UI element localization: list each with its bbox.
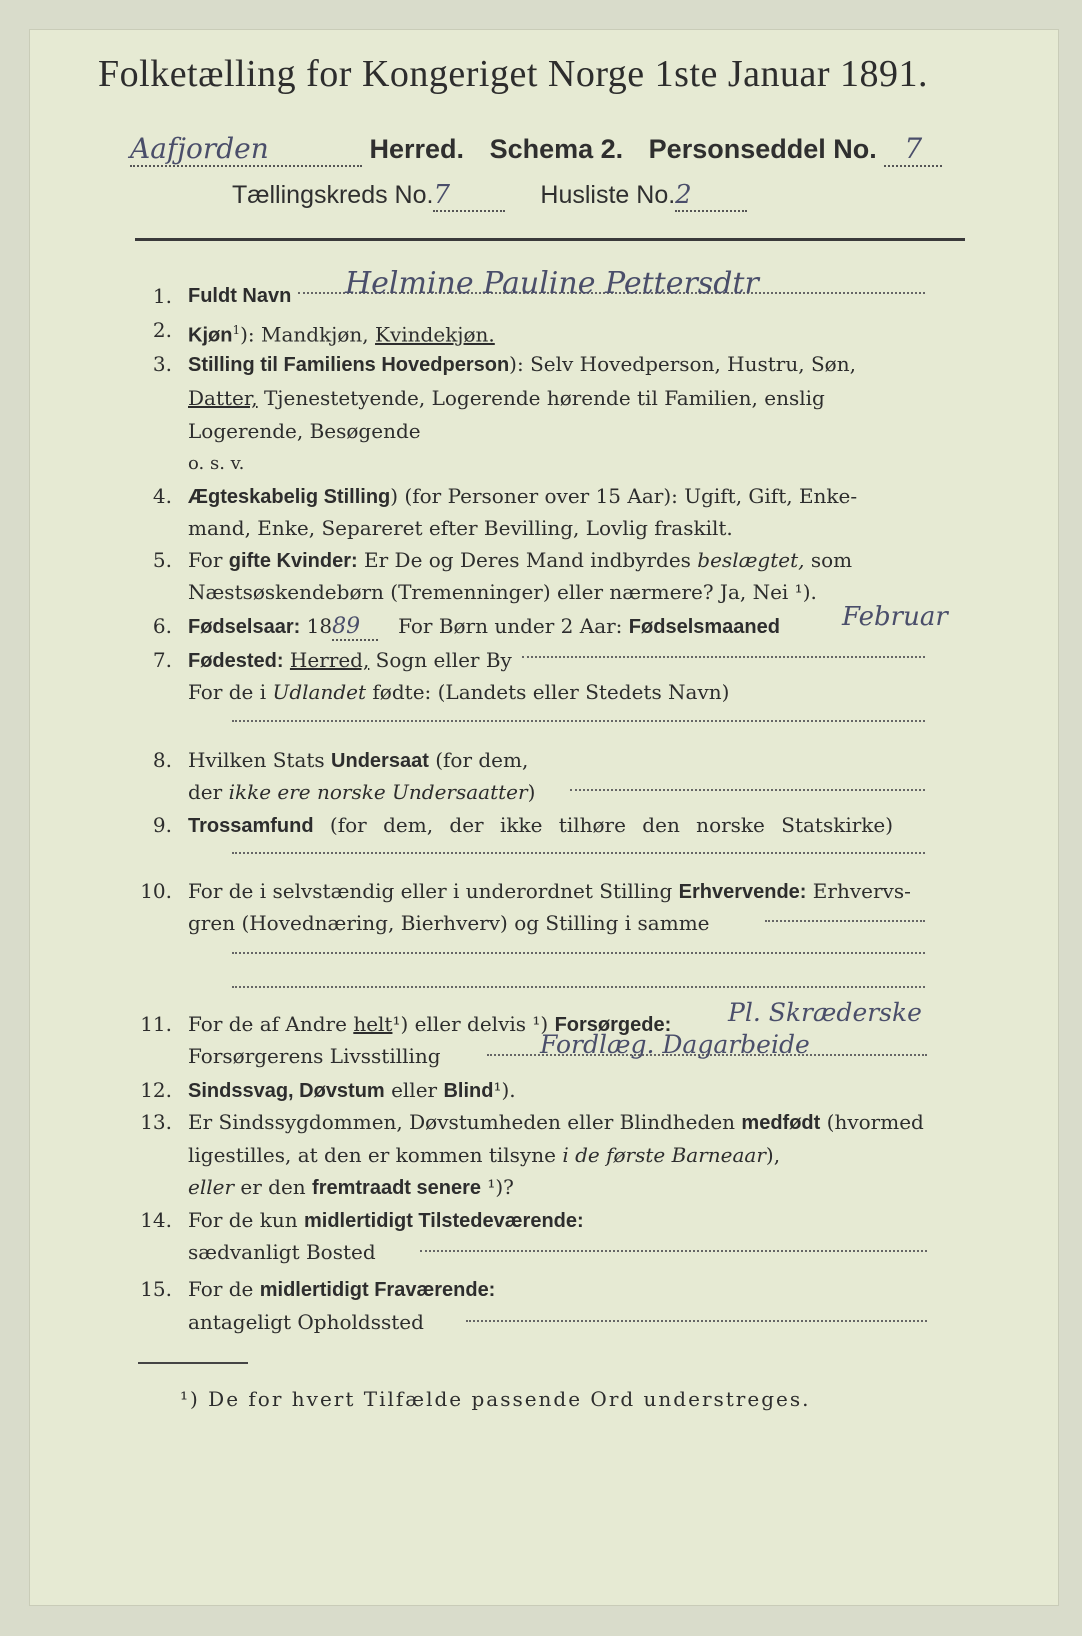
field-text: For Børn under 2 Aar:	[398, 614, 623, 638]
supported-value: Pl. Skræderske	[728, 998, 922, 1027]
field-text: som	[804, 548, 853, 572]
field-text: mand, Enke, Separeret efter Bevilling, Lovlig fraskilt.	[188, 516, 733, 540]
field-label: gifte Kvinder:	[228, 550, 358, 572]
field-number: 10.	[140, 879, 172, 903]
field-text: ikke ere norske Undersaatter	[228, 780, 528, 804]
footnote-divider	[138, 1362, 248, 1364]
field-text: Hvilken Stats	[188, 748, 332, 772]
herred-label: Herred.	[369, 134, 465, 164]
field-number: 6.	[152, 614, 172, 638]
field-number: 12.	[140, 1078, 172, 1102]
field-text: (for dem, der ikke tilhøre den norske Statskirke)	[313, 813, 894, 837]
field-label: Fødested:	[188, 650, 284, 672]
husliste-no-value: 2	[675, 180, 747, 212]
field-label: Undersaat	[331, 750, 429, 772]
field-text: Næstsøskendebørn (Tremenninger) eller nærmere? Ja, Nei ¹).	[188, 580, 817, 604]
occupation-fill-line-3	[232, 986, 925, 988]
field-text: ): Mandkjøn,	[240, 322, 376, 347]
field-text: ) (for Personer over 15 Aar): Ugift, Gift, Enke-	[390, 484, 858, 508]
field-number: 7.	[152, 648, 172, 672]
field-text: For de i selvstændig eller i underordnet Stilling	[188, 879, 679, 903]
birth-year-value: 89	[332, 615, 378, 641]
field-label: midlertidigt Fraværende:	[259, 1279, 496, 1301]
field-number: 14.	[140, 1208, 172, 1232]
field-label: Fuldt Navn	[188, 285, 292, 307]
religion-fill-line	[232, 852, 925, 854]
field-text: ¹).	[493, 1078, 516, 1102]
field-number: 8.	[152, 748, 172, 772]
field-text: For de af Andre	[188, 1012, 354, 1036]
birthplace-selected: Herred,	[289, 648, 370, 672]
field-label: Fødselsaar:	[188, 616, 301, 638]
field-label: midlertidigt Tilstedeværende:	[303, 1210, 584, 1232]
field-label: fremtraadt senere	[312, 1177, 481, 1199]
field-label: Blind	[443, 1080, 494, 1102]
field-text: der	[188, 780, 229, 804]
field-text: gren (Hovednæring, Bierhverv) og Stilling i samme	[188, 911, 710, 935]
field-label: Forsørgede:	[554, 1014, 672, 1036]
field-text: Forsørgerens Livsstilling	[188, 1044, 441, 1068]
kreds-label: Tællingskreds No.	[232, 181, 434, 209]
field-number: 5.	[152, 548, 172, 572]
field-text: ¹)?	[481, 1175, 514, 1199]
field-text: Erhvervs-	[806, 879, 911, 903]
field-label: Kjøn	[188, 324, 233, 347]
field-text: For de kun	[188, 1208, 304, 1232]
schema-label: Schema 2.	[489, 134, 624, 164]
field-number: 4.	[152, 484, 172, 508]
occupation-fill-line-2	[232, 952, 925, 954]
location-fill-line	[466, 1320, 927, 1322]
role-selected: Datter,	[188, 386, 258, 410]
header-divider	[135, 238, 965, 241]
field-number: 3.	[152, 352, 172, 376]
herred-line	[130, 132, 942, 167]
birthplace-fill-line	[522, 656, 925, 658]
field-text: )	[527, 780, 536, 804]
support-selected: helt	[353, 1012, 393, 1036]
field-text: er den	[234, 1175, 313, 1199]
husliste-label: Husliste No.	[540, 181, 676, 209]
personseddel-no-value: 7	[884, 132, 942, 167]
field-number: 15.	[140, 1277, 172, 1301]
field-text: Sogn eller By	[369, 648, 512, 672]
field-text: For	[188, 548, 229, 572]
field-text: eller	[384, 1078, 444, 1102]
footnote-mark: 1	[232, 323, 241, 337]
foreign-birthplace-fill-line	[232, 720, 925, 722]
field-text: beslægtet,	[697, 548, 805, 572]
occupation-fill-line-1	[765, 920, 925, 922]
residence-fill-line	[420, 1250, 927, 1252]
field-number: 1.	[152, 284, 172, 308]
field-text: o. s. v.	[188, 453, 245, 474]
field-label: Erhvervende:	[678, 881, 807, 903]
provider-occupation-value: Fordlæg. Dagarbeide	[540, 1030, 810, 1059]
field-text: For de	[188, 1277, 260, 1301]
field-text: Logerende, Besøgende	[188, 419, 421, 443]
herred-name-value: Aafjorden	[130, 132, 362, 167]
field-text: ): Selv Hovedperson, Hustru, Søn,	[509, 352, 856, 376]
field-label: Ægteskabelig Stilling	[188, 486, 391, 508]
field-text: Er De og Deres Mand indbyrdes	[357, 548, 698, 572]
field-number: 13.	[140, 1110, 172, 1134]
nationality-fill-line	[570, 789, 925, 791]
field-number: 2.	[152, 318, 172, 342]
gender-selected: Kvindekjøn.	[375, 322, 495, 347]
field-label: Trossamfund	[188, 815, 314, 837]
field-text: ligestilles, at den er kommen tilsyne	[188, 1143, 563, 1167]
field-text: For de i	[188, 680, 273, 704]
field-label: Stilling til Familiens Hovedperson	[188, 354, 510, 376]
kreds-no-value: 7	[433, 180, 505, 212]
field-text: ¹) eller delvis ¹)	[392, 1012, 555, 1036]
birth-month-value: Februar	[842, 602, 948, 632]
form-title: Folketælling for Kongeriget Norge 1ste Januar 1891.	[98, 53, 929, 95]
field-text: fødte: (Landets eller Stedets Navn)	[366, 680, 730, 704]
field-text: i de første Barneaar	[562, 1143, 766, 1167]
footnote: ¹) De for hvert Tilfælde passende Ord understreges.	[180, 1387, 811, 1411]
year-prefix: 18	[306, 614, 333, 638]
field-text: Er Sindssygdommen, Døvstumheden eller Blindheden	[188, 1110, 742, 1134]
field-text: sædvanligt Bosted	[188, 1240, 376, 1264]
field-text: (hvormed	[820, 1110, 924, 1134]
full-name-value: Helmine Pauline Pettersdtr	[345, 266, 759, 301]
field-text: (for dem,	[428, 748, 529, 772]
field-text: antageligt Opholdssted	[188, 1310, 424, 1334]
field-text: Udlandet	[272, 680, 367, 704]
field-text: Tjenestetyende, Logerende hørende til Familien, enslig	[257, 386, 825, 410]
field-number: 11.	[140, 1012, 172, 1036]
field-number: 9.	[152, 813, 172, 837]
field-label: medfødt	[741, 1112, 821, 1134]
personseddel-label: Personseddel No.	[648, 134, 877, 164]
field-text: ),	[765, 1143, 781, 1167]
field-text: eller	[188, 1175, 235, 1199]
kreds-line	[232, 180, 747, 212]
field-label: Fødselsmaaned	[628, 616, 780, 638]
field-label: Sindssvag, Døvstum	[188, 1080, 385, 1102]
